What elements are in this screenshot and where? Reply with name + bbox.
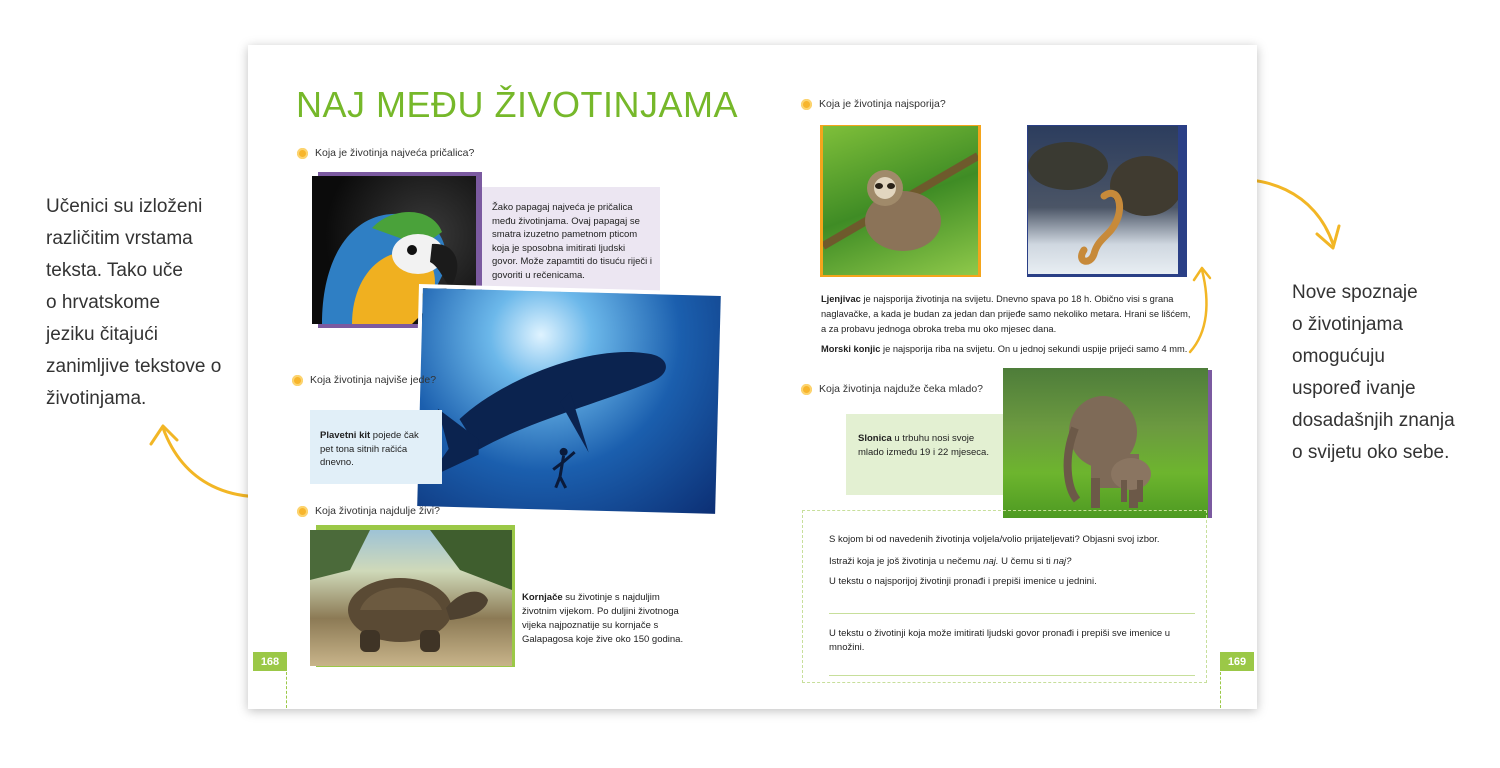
annotation-line: teksta. Tako uče [46, 260, 183, 281]
turtle-photo [310, 530, 512, 666]
question-whale [292, 374, 436, 386]
right-annotation [1292, 277, 1455, 469]
whale-photo [417, 288, 721, 514]
whale-text-box [310, 410, 442, 484]
annotation-line: omogućuju [1292, 346, 1385, 367]
whale-name: Plavetni kit [320, 430, 371, 441]
seahorse-illustration [1028, 126, 1178, 274]
sloth-illustration [823, 126, 978, 275]
question-text: Koja životinja najviše jede? [310, 374, 437, 386]
question-sloth [801, 98, 946, 110]
turtle-illustration [310, 530, 512, 666]
question-text: Koja je životinja najsporija? [819, 98, 946, 110]
annotation-line: različitim vrstama [46, 228, 193, 249]
annotation-line: uspoređ ivanje [1292, 378, 1416, 399]
question-turtle [297, 505, 440, 517]
left-annotation [46, 191, 221, 415]
whale-text: pojede čak pet tona sitnih račića dnevno. [320, 430, 419, 468]
page-title: NAJ MEĐU ŽIVOTINJAMA [296, 84, 739, 125]
elephant-illustration [1003, 368, 1208, 518]
question-text: Koja životinja najdulje živi? [315, 505, 440, 517]
task-2-part: Istraži koja je još životinja u nečemu [829, 556, 984, 567]
annotation-line: Učenici su izloženi [46, 196, 203, 217]
annotation-line: dosadašnjih znanja [1292, 410, 1455, 431]
annotation-line: o životinjama [1292, 314, 1403, 335]
sloth-text [821, 292, 1193, 337]
annotation-line: o hrvatskome [46, 292, 161, 313]
task-3: U tekstu o najsporijoj životinji pronađi i prepiši imenice u jednini. [829, 576, 1097, 587]
sloth-name: Ljenjivac [821, 294, 861, 304]
question-parrot [297, 147, 474, 159]
question-text: Koja je životinja najveća pričalica? [315, 147, 475, 159]
answer-line [829, 613, 1195, 614]
annotation-line: zanimljive tekstove o [46, 356, 222, 377]
turtle-text [522, 591, 692, 647]
elephant-photo [1003, 368, 1208, 518]
answer-line [829, 675, 1195, 676]
sloth-description: je najsporija životinja na svijetu. Dnevno spava po 18 h. Obično visi s grana naglavačke, a kada je budan za jedan dan prijeđe samo nekoliko metara. Hrani se lišćem, a za probavu jednoga obroka treba mu oko mjesec dana. [821, 294, 1191, 334]
flower-icon [801, 384, 812, 395]
annotation-line: životinjama. [46, 388, 147, 409]
seahorse-description: je najsporija riba na svijetu. On u jednoj sekundi uspije prijeći samo 4 mm. [880, 344, 1188, 354]
page-edge-line-left [286, 672, 288, 708]
parrot-text: Žako papagaj najveća je pričalica među životinjama. Ovaj papagaj se smatra izuzetno pametnom pticom koja je sposobna imitirati ljudski govor. Može zapamtiti do tisuću riječi i govoriti u rečenicama. [492, 202, 652, 281]
flower-icon [292, 375, 303, 386]
seahorse-photo [1028, 126, 1178, 274]
turtle-description: su životinje s najduljim životnim vijekom. Po duljini životnoga vijeka najpoznatije su kornjače s Galapagosa koje žive oko 150 godina. [522, 592, 684, 645]
parrot-text-box [482, 187, 660, 300]
annotation-line: Nove spoznaje [1292, 282, 1418, 303]
seahorse-name: Morski konjic [821, 344, 881, 354]
task-2-italic: naj? [1053, 556, 1072, 567]
flower-icon [297, 506, 308, 517]
page-edge-line-right [1220, 672, 1222, 708]
task-4: U tekstu o životinji koja može imitirati ljudski govor pronađi i prepiši sve imenice u množini. [829, 628, 1171, 653]
annotation-line: o svijetu oko sebe. [1292, 442, 1450, 463]
page-number-right: 169 [1220, 652, 1254, 671]
seahorse-text [821, 342, 1201, 356]
elephant-name: Slonica [858, 433, 892, 444]
sloth-photo [823, 126, 978, 275]
whale-illustration [417, 288, 721, 514]
annotation-line: jeziku čitajući [46, 324, 158, 345]
elephant-text-box [846, 414, 1004, 495]
task-2 [829, 555, 1199, 569]
task-2-part: U čemu si ti [998, 556, 1054, 567]
question-text: Koja životinja najduže čeka mlado? [819, 383, 984, 395]
turtle-name: Kornjače [522, 592, 563, 603]
flower-icon [297, 148, 308, 159]
question-elephant [801, 383, 983, 395]
task-1: S kojom bi od navedenih životinja voljela/volio prijateljevati? Objasni svoj izbor. [829, 534, 1160, 545]
elephant-text: u trbuhu nosi svoje mlado između 19 i 22 mjeseca. [858, 433, 989, 458]
flower-icon [801, 99, 812, 110]
page-number-left: 168 [253, 652, 287, 671]
task-2-italic: naj. [983, 556, 999, 567]
small-arrow-icon [1186, 262, 1216, 354]
